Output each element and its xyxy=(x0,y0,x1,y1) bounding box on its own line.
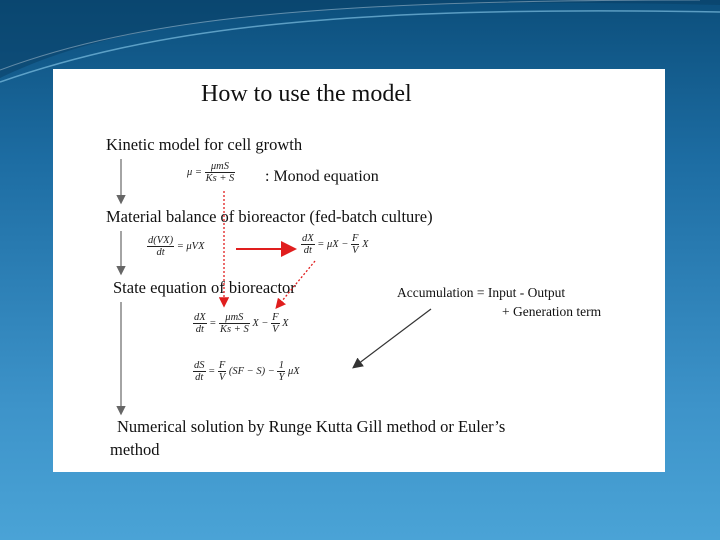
step-material-balance: Material balance of bioreactor (fed-batch culture) xyxy=(106,207,433,226)
slide-title: How to use the model xyxy=(201,81,412,107)
state-s-mid: (SF − S) − xyxy=(228,365,275,377)
step-numerical-solution-line1: Numerical solution by Runge Kutta Gill method or Euler’s xyxy=(117,417,506,436)
balance-right-numerator: dX xyxy=(302,233,314,244)
step-state-equation: State equation of bioreactor xyxy=(113,278,296,297)
state-s-tail: μX xyxy=(287,365,300,377)
content-panel xyxy=(53,69,665,472)
monod-label: : Monod equation xyxy=(265,168,379,185)
balance-left-denominator: dt xyxy=(156,247,165,258)
state-s-equals: = xyxy=(208,365,216,377)
state-s-feed-denominator: V xyxy=(218,372,226,383)
state-x-feed-numerator: F xyxy=(272,312,279,323)
step-numerical-solution-line2: method xyxy=(110,440,160,459)
balance-right-feed-denominator: V xyxy=(352,245,359,256)
state-x-monod-numerator: μmS xyxy=(219,312,250,324)
state-s-numerator: dS xyxy=(194,360,205,371)
state-s-yield-denominator: Y xyxy=(278,372,285,383)
state-s-denominator: dt xyxy=(195,372,204,383)
state-x-tail: X xyxy=(282,317,289,329)
balance-left-rhs: = μVX xyxy=(176,240,205,252)
state-x-equals: = xyxy=(209,317,217,329)
state-s-feed-numerator: F xyxy=(218,360,226,371)
annotation-arrow xyxy=(354,309,431,367)
state-x-feed-denominator: V xyxy=(272,324,279,335)
monod-denominator: Ks + S xyxy=(205,173,235,184)
annotation-accumulation: Accumulation = Input - Output xyxy=(397,285,566,300)
monod-numerator: μmS xyxy=(205,161,236,173)
balance-left-numerator: d(VX) xyxy=(148,235,174,246)
step-kinetic-model: Kinetic model for cell growth xyxy=(106,135,303,154)
state-x-numerator: dX xyxy=(194,312,206,323)
balance-right-denominator: dt xyxy=(303,245,312,256)
balance-right-mid: = μX − xyxy=(317,238,349,250)
state-s-yield-numerator: 1 xyxy=(278,360,285,371)
balance-right-tail: X xyxy=(362,238,369,250)
connector-layer xyxy=(53,69,665,472)
monod-lhs: μ = xyxy=(187,166,202,178)
state-x-mid: X − xyxy=(252,317,269,329)
red-dotted-connector-balance xyxy=(277,261,315,307)
annotation-generation-term: + Generation term xyxy=(502,304,602,319)
state-x-monod-denominator: Ks + S xyxy=(220,324,249,335)
state-x-denominator: dt xyxy=(195,324,204,335)
balance-right-feed-numerator: F xyxy=(352,233,359,244)
